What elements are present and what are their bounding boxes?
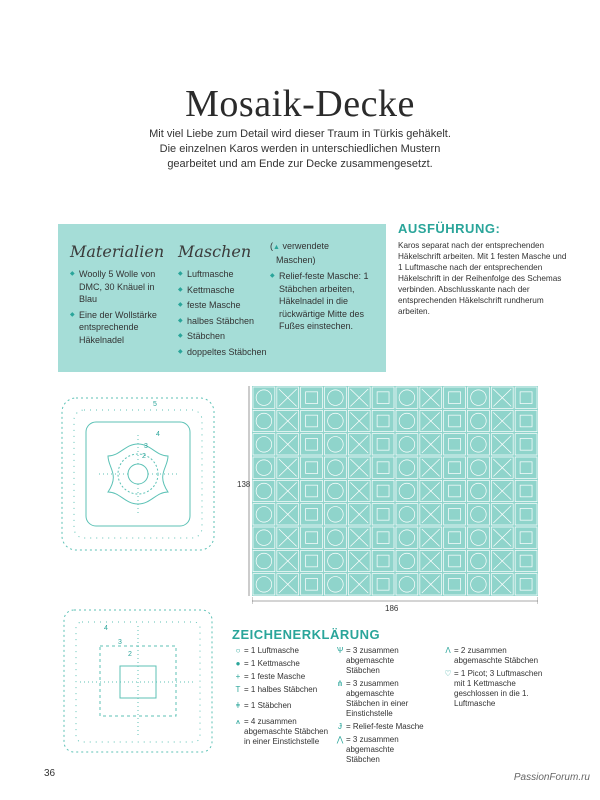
stitch-item: ◆ Luftmasche: [178, 268, 278, 281]
subtitle-line: gearbeitet und am Ende zur Decke zusammengesetzt.: [167, 158, 433, 170]
half-double-icon: T: [235, 685, 241, 694]
legend-item: Ʌ = 2 zusammen abgemaschte Stäbchen: [442, 646, 552, 666]
legend-item: ǂ = 1 Stäbchen: [232, 701, 332, 711]
legend-item: Ѱ = 3 zusammen abgemaschte Stäbchen: [334, 646, 430, 676]
legend-item: ⋀ = 3 zusammen abgemaschte Stäbchen: [334, 735, 430, 765]
round-marker-label: 4: [104, 625, 108, 632]
materials-item: ◆ Woolly 5 Wolle von DMC, 30 Knäuel in Blau: [70, 268, 165, 306]
materials-panel: [58, 224, 386, 372]
legend-item: ○ = 1 Luftmasche: [232, 646, 332, 656]
three-decrease-icon: ⋀: [336, 735, 344, 744]
blanket-overview: [252, 386, 538, 604]
stitches-heading: Maschen: [178, 242, 252, 261]
single-crochet-icon: +: [235, 672, 241, 681]
materials-item: ◆ Eine der Wollstärke entsprechende Häkelnadel: [70, 309, 165, 347]
double-crochet-icon: ǂ: [235, 701, 241, 710]
blanket-height-label: 138: [237, 480, 251, 489]
crochet-diagram-square: [56, 392, 220, 556]
picot-icon: ♡: [444, 669, 452, 678]
stitches-note-suffix: Maschen): [276, 255, 316, 265]
legend-column-3: [442, 646, 552, 712]
legend-item: ⋔ = 3 zusammen abgemaschte Stäbchen in einer Einstichstelle: [334, 679, 430, 719]
round-marker-label: 3: [144, 443, 148, 450]
stitches-note-prefix: (▲ verwendete: [270, 241, 329, 251]
legend-column-2: [334, 646, 430, 768]
page-number: 36: [44, 768, 56, 779]
stitch-item: ◆ Stäbchen: [178, 330, 278, 343]
subtitle-line: Die einzelnen Karos werden in unterschiedlichen Mustern: [159, 143, 441, 155]
materials-heading: Materialien: [70, 242, 165, 261]
round-marker-label: 2: [142, 453, 146, 460]
watermark: PassionForum.ru: [513, 772, 590, 783]
round-marker-label: 4: [156, 431, 160, 438]
legend-item: T = 1 halbes Stäbchen: [232, 685, 332, 695]
round-marker-label: 5: [153, 401, 157, 408]
stitch-item: ◆ doppeltes Stäbchen: [178, 346, 278, 359]
stitches-list: [178, 268, 278, 361]
relief-stitch-icon: Ɉ: [338, 722, 342, 731]
subtitle-line: Mit viel Liebe zum Detail wird dieser Traum in Türkis gehäkelt.: [149, 128, 451, 140]
round-marker-label: 2: [128, 651, 132, 658]
legend-item: + = 1 feste Masche: [232, 672, 332, 682]
legend-column-1: [232, 646, 332, 750]
round-marker-label: 3: [118, 639, 122, 646]
relief-list: [270, 270, 374, 333]
stitch-item: ◆ halbes Stäbchen: [178, 315, 278, 328]
stitch-item: ◆ Kettmasche: [178, 284, 278, 297]
stitch-item: ◆ feste Masche: [178, 299, 278, 312]
crochet-diagram-partial: [60, 606, 220, 756]
triangle-icon: ▲: [273, 244, 280, 251]
instructions-heading: AUSFÜHRUNG:: [398, 221, 501, 236]
chain-stitch-icon: ○: [235, 646, 241, 655]
three-cluster-icon: Ѱ: [336, 646, 344, 655]
subtitle: [120, 127, 480, 172]
instructions-text: Karos separat nach der entsprechenden Häkelschrift arbeiten. Mit 1 festen Masche und 1 Luftmasche nach der entsprechenden Häkelschrift in der Reihenfolge des Schemas verbinden. Abschlusskante nach der entsprechenden Häkelschrift rundherum arbeiten.: [398, 241, 567, 316]
slip-stitch-icon: ●: [235, 659, 241, 668]
blanket-height-dimension-line: [246, 386, 252, 598]
legend-item: ♡ = 1 Picot; 3 Luftmaschen mit 1 Kettmasche geschlossen in die 1. Luftmasche: [442, 669, 552, 709]
legend-item: Ɉ = Relief-feste Masche: [334, 722, 430, 732]
blanket-width-label: 186: [385, 604, 399, 613]
stitches-note: [270, 240, 382, 336]
legend-item: ● = 1 Kettmasche: [232, 659, 332, 669]
materials-list: [70, 268, 165, 349]
page-title: Mosaik-Decke: [185, 83, 415, 125]
legend-heading: ZEICHENERKLÄRUNG: [232, 627, 381, 642]
four-together-icon: ⩚: [235, 717, 241, 726]
three-in-one-icon: ⋔: [336, 679, 344, 688]
legend-item: ⩚ = 4 zusammen abgemaschte Stäbchen in einer Einstichstelle: [232, 717, 332, 747]
relief-item: ◆ Relief-feste Masche: 1 Stäbchen arbeiten, Häkelnadel in die rückwärtige Mitte des Fußes einstechen.: [270, 270, 374, 333]
two-decrease-icon: Ʌ: [445, 646, 451, 655]
